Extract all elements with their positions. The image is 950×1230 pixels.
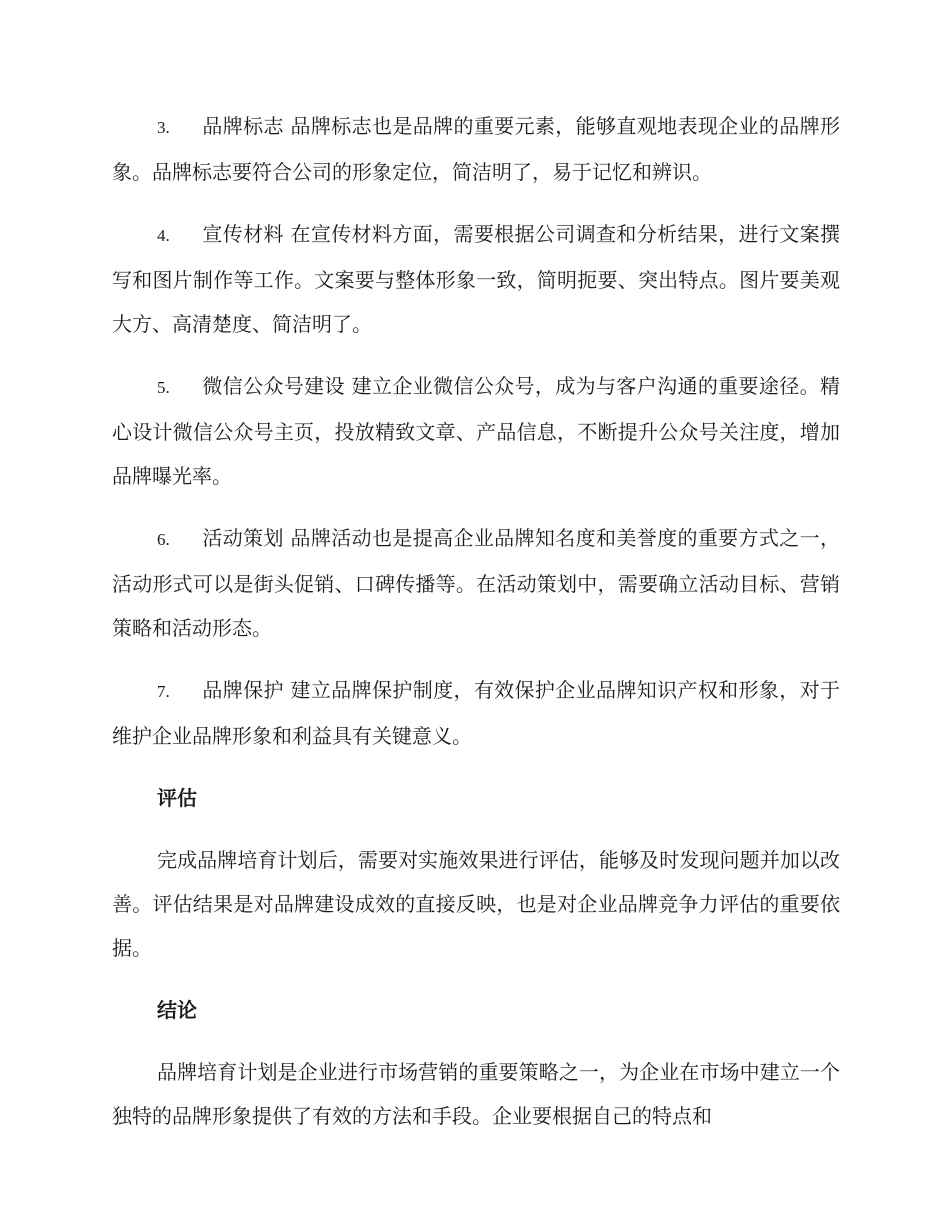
list-number: 4. bbox=[157, 226, 170, 245]
list-number: 6. bbox=[157, 530, 170, 549]
list-item-text: 活动策划 品牌活动也是提高企业品牌知名度和美誉度的重要方式之一，活动形式可以是街头促销、口碑传播等。在活动策划中，需要确立活动目标、营销策略和活动形态。 bbox=[112, 526, 840, 640]
list-number: 5. bbox=[157, 378, 170, 397]
section-heading-conclusion: 结论 bbox=[157, 998, 197, 1022]
list-item-5 bbox=[112, 364, 840, 498]
list-item-text: 微信公众号建设 建立企业微信公众号，成为与客户沟通的重要途径。精心设计微信公众号主页，投放精致文章、产品信息，不断提升公众号关注度，增加品牌曝光率。 bbox=[112, 374, 840, 488]
section-body-conclusion: 品牌培育计划是企业进行市场营销的重要策略之一，为企业在市场中建立一个独特的品牌形象提供了有效的方法和手段。企业要根据自己的特点和 bbox=[112, 1060, 840, 1128]
list-item-6 bbox=[112, 516, 840, 650]
list-number: 7. bbox=[157, 682, 170, 701]
list-item-text: 品牌标志 品牌标志也是品牌的重要元素，能够直观地表现企业的品牌形象。品牌标志要符合公司的形象定位，简洁明了，易于记忆和辨识。 bbox=[112, 114, 840, 184]
list-item-text: 宣传材料 在宣传材料方面，需要根据公司调查和分析结果，进行文案撰写和图片制作等工作。文案要与整体形象一致，简明扼要、突出特点。图片要美观大方、高清楚度、简洁明了。 bbox=[112, 222, 840, 336]
list-item-3 bbox=[112, 104, 840, 194]
list-item-4 bbox=[112, 212, 840, 346]
document-page bbox=[112, 104, 840, 1156]
section-body-evaluation: 完成品牌培育计划后，需要对实施效果进行评估，能够及时发现问题并加以改善。评估结果是对品牌建设成效的直接反映，也是对企业品牌竞争力评估的重要依据。 bbox=[112, 848, 840, 960]
list-item-text: 品牌保护 建立品牌保护制度，有效保护企业品牌知识产权和形象，对于维护企业品牌形象和利益具有关键意义。 bbox=[112, 678, 840, 748]
list-number: 3. bbox=[157, 118, 170, 137]
section-heading-evaluation: 评估 bbox=[157, 786, 197, 810]
list-item-7 bbox=[112, 668, 840, 758]
